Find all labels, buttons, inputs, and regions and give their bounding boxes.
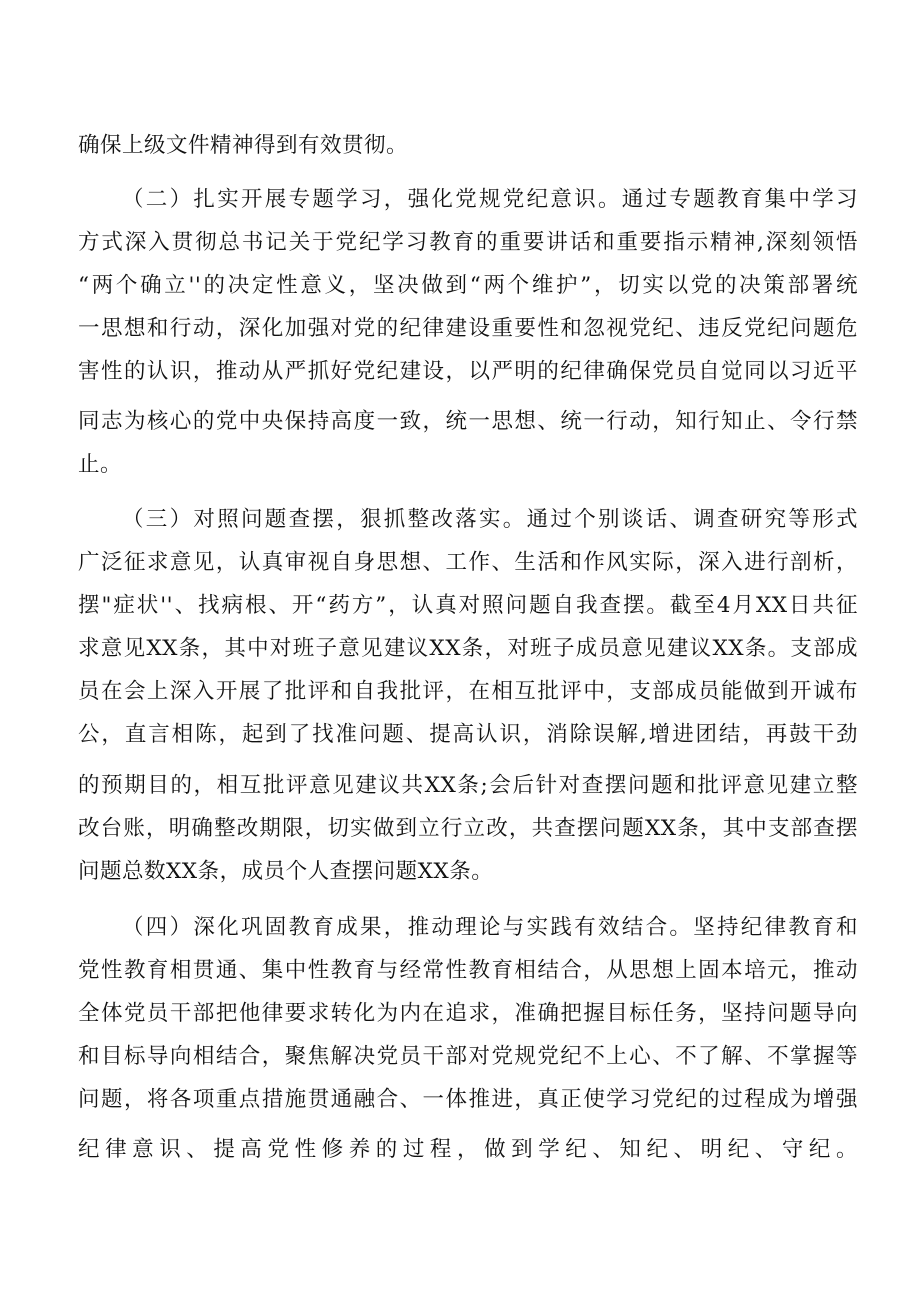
paragraph-line: 止。 [78, 452, 123, 477]
paragraph-line: 一思想和行动，深化加强对党的纪律建设重要性和忽视党纪、违反党纪问题危 [78, 316, 858, 341]
paragraph-line: 纪律意识、提高党性修养的过程，做到学纪、知纪、明纪、守纪。 [78, 1137, 858, 1162]
section-two-heading-line: （二）扎实开展专题学习，强化党规党纪意识。通过专题教育集中学习 [122, 187, 858, 212]
paragraph-line: 摆"症状''、找病根、开“药方”，认真对照问题自我查摆。截至4月XX日共征 [78, 593, 858, 618]
paragraph-line: 方式深入贯彻总书记关于党纪学习教育的重要讲话和重要指示精神,深刻领悟 [78, 230, 858, 255]
paragraph-line: “两个确立''的决定性意义，坚决做到“两个维护”，切实以党的决策部署统 [78, 273, 858, 298]
section-four-heading-line: （四）深化巩固教育成果，推动理论与实践有效结合。坚持纪律教育和 [122, 915, 858, 940]
paragraph-line: 问题，将各项重点措施贯通融合、一体推进，真正使学习党纪的过程成为增强 [78, 1087, 858, 1112]
paragraph-line: 改台账，明确整改期限，切实做到立行立改，共查摆问题XX条，其中支部查摆 [78, 816, 858, 841]
paragraph-line: 的预期目的，相互批评意见建议共XX条;会后针对查摆问题和批评意见建立整 [78, 773, 858, 798]
paragraph-line: 公，直言相陈，起到了找准问题、提高认识，消除误解,增进团结，再鼓干劲 [78, 722, 858, 747]
paragraph-line: 问题总数XX条，成员个人查摆问题XX条。 [78, 859, 494, 884]
paragraph-line: 全体党员干部把他律要求转化为内在追求，准确把握目标任务，坚持问题导向 [78, 1001, 858, 1026]
section-three-heading-line: （三）对照问题查摆，狠抓整改落实。通过个别谈话、调查研究等形式 [122, 507, 858, 532]
paragraph-line: 和目标导向相结合，聚焦解决党员干部对党规党纪不上心、不了解、不掌握等 [78, 1044, 858, 1069]
paragraph-line: 广泛征求意见，认真审视自身思想、工作、生活和作风实际，深入进行剖析， [78, 550, 858, 575]
paragraph-line: 求意见XX条，其中对班子意见建议XX条，对班子成员意见建议XX条。支部成 [78, 636, 858, 661]
paragraph-line: 同志为核心的党中央保持高度一致，统一思想、统一行动，知行知止、令行禁 [78, 409, 858, 434]
paragraph-line: 党性教育相贯通、集中性教育与经常性教育相结合，从思想上固本培元，推动 [78, 958, 858, 983]
paragraph-line: 员在会上深入开展了批评和自我批评，在相互批评中，支部成员能做到开诚布 [78, 679, 858, 704]
paragraph-line: 害性的认识，推动从严抓好党纪建设，以严明的纪律确保党员自觉同以习近平 [78, 359, 858, 384]
paragraph-line: 确保上级文件精神得到有效贯彻。 [78, 133, 409, 158]
